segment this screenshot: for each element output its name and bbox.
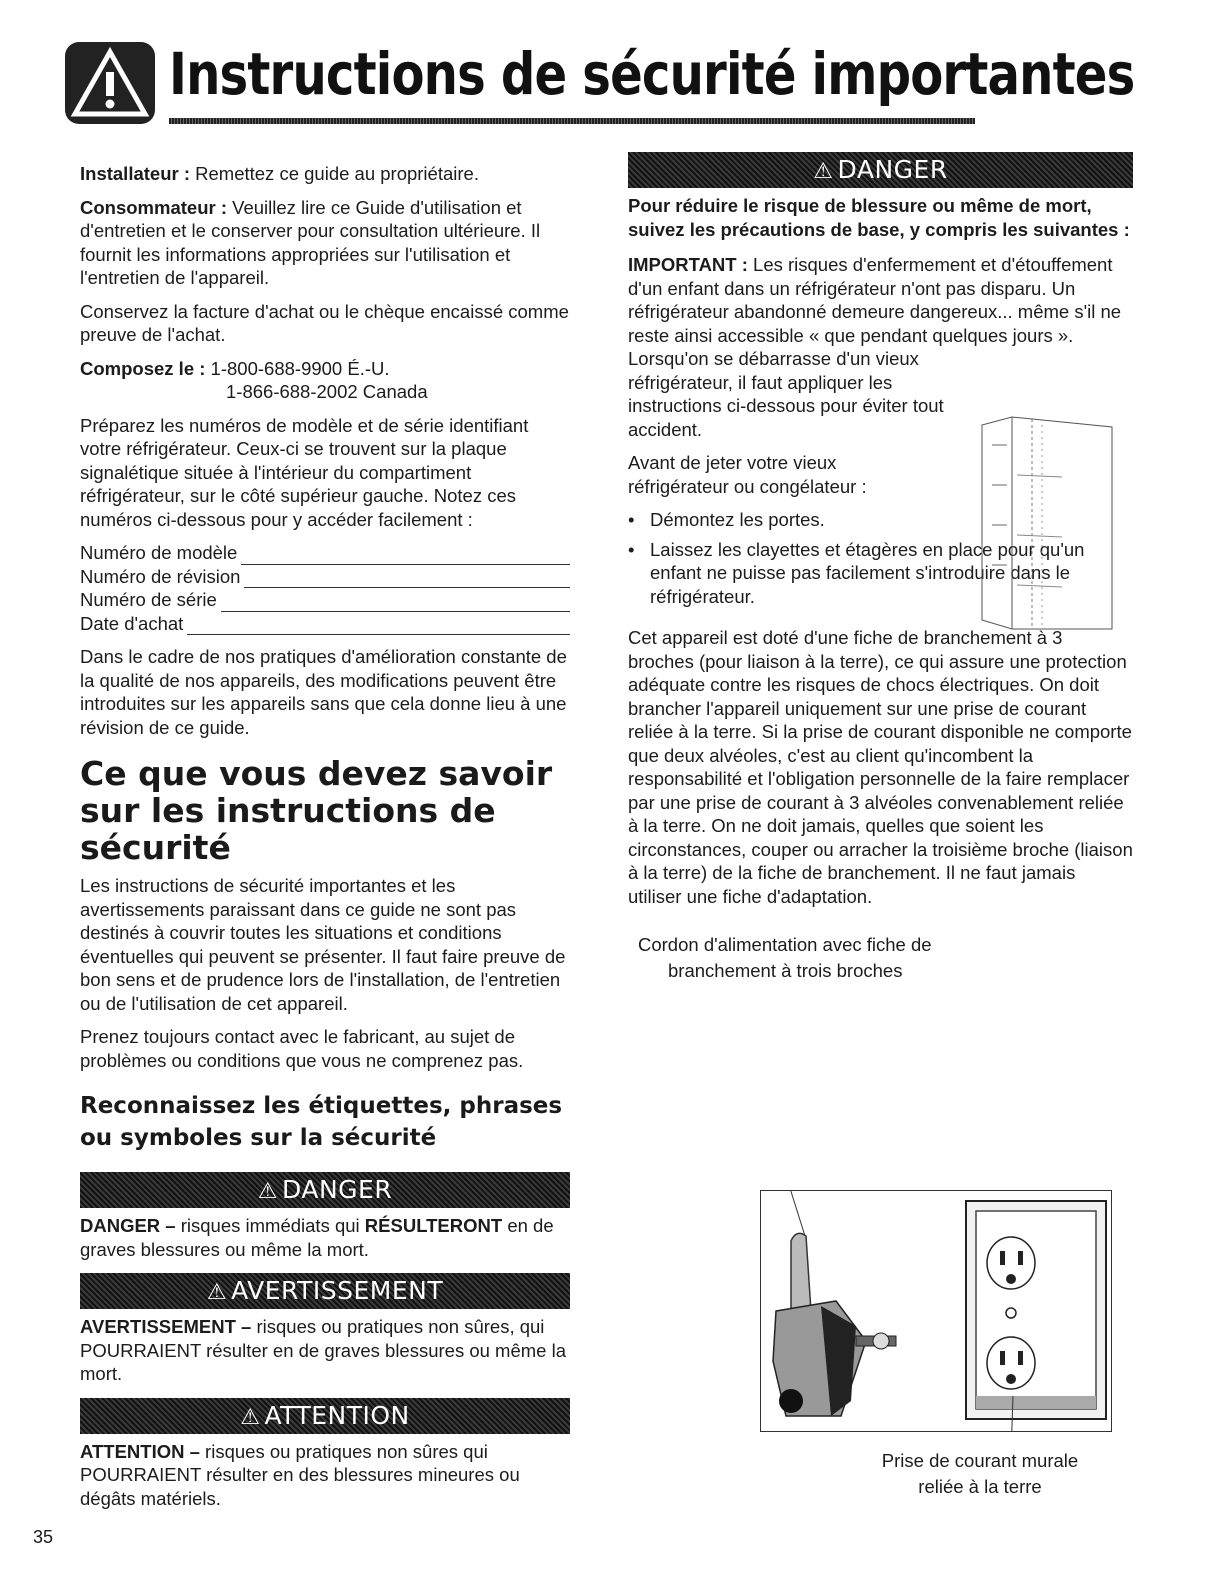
before-paragraph: Avant de jeter votre vieux réfrigérateur ou congélateur : (628, 452, 867, 497)
bullet-text: Laissez les clayettes et étagères en place pour qu'un enfant ne puisse pas facilement s'introduire dans le réfrigérateur. (650, 538, 1085, 607)
bullet-icon: • (628, 538, 635, 560)
bullet-icon: • (628, 509, 635, 530)
danger-strong: RÉSULTERONT (364, 1215, 503, 1236)
dial-canada: 1-866-688-2002 Canada (226, 381, 428, 402)
title-underline (169, 118, 975, 124)
outlet-caption-line1: Prise de courant murale (881, 1450, 1079, 1471)
danger-text: risques immédiats qui (175, 1215, 365, 1236)
danger-banner (80, 1172, 570, 1208)
important-label: IMPORTANT : (628, 254, 748, 275)
danger-label: DANGER – (80, 1215, 176, 1236)
revision-number-field[interactable] (80, 565, 570, 589)
caution-banner (80, 1398, 570, 1434)
warning-triangle-icon: ⚠ (813, 159, 834, 184)
safety-paragraph: Les instructions de sécurité importantes et les avertissements paraissant dans ce guide ne sont pas destinés à couvrir toutes les situations et conditions éventuelles qui peuvent se présenter. Il faut faire preuve de bon sens et de prudence lors de l'installation, de l'entretien ou de l'utilisation de cet appareil. (80, 875, 566, 1014)
danger-text-end: en de graves blessures ou même la mort. (80, 1215, 554, 1260)
warning-hand-icon (65, 42, 155, 124)
caution-label: ATTENTION – (80, 1440, 200, 1462)
important-text: Les risques d'enfermement et d'étouffement d'un enfant dans un réfrigérateur n'ont pas disparu. Un réfrigérateur abandonné demeure dangereux... même s'il ne reste ainsi accessible « que pendant quelques jours ». (628, 254, 1122, 346)
left-column (80, 162, 570, 1510)
consumer-label: Consommateur : (80, 196, 227, 218)
caution-paragraph (80, 1440, 570, 1511)
page-number: 35 (33, 1527, 54, 1547)
plug-paragraph: Cet appareil est doté d'une fiche de branchement à 3 broches (pour liaison à la terre), ce qui assure une protection adéquate contre les risques de chocs électriques. On doit brancher l'appareil uniquement sur une prise de courant reliée à la terre. Si la prise de courant disponible ne comporte que deux alvéoles, c'est au client qu'incombent la responsabilité et l'obligation personnelle de la faire remplacer par une prise de courant à 3 alvéoles convenablement reliée à la terre. On ne doit jamais, quelles que soient les circonstances, couper ou arracher la troisième broche (liaison à la terre) de la fiche de branchement. Il ne faut jamais utiliser une fiche d'adaptation. (628, 627, 1133, 907)
cord-caption (628, 932, 1133, 984)
intro-bold-paragraph: Pour réduire le risque de blessure ou même de mort, suivez les précautions de base, y compris les suivantes : (628, 195, 1130, 240)
consumer-paragraph (80, 196, 570, 290)
field-line (244, 571, 570, 588)
important-paragraph (628, 253, 1133, 347)
field-label: Numéro de série (80, 589, 217, 610)
warning-text: risques ou pratiques non sûres, qui POURRAIENT résulter en de graves blessures ou même la mort. (80, 1316, 566, 1384)
field-line (221, 595, 570, 612)
warning-triangle-icon: ⚠ (240, 1404, 261, 1430)
outlet-caption (860, 1448, 1100, 1500)
field-label: Date d'achat (80, 612, 184, 634)
warning-triangle-icon: ⚠ (257, 1179, 279, 1204)
serial-number-field[interactable] (80, 588, 570, 612)
improvement-paragraph: Dans le cadre de nos pratiques d'amélioration constante de la qualité de nos appareils, des modifications peuvent être introduites sur les appareils sans que cela donne lieu à une révision de ce guide. (80, 646, 567, 738)
bullet-text: Démontez les portes. (650, 509, 825, 530)
warning-banner (80, 1273, 570, 1309)
warning-triangle-icon: ⚠ (206, 1280, 228, 1305)
plug-outlet-figure (760, 1190, 1112, 1432)
danger-banner-label: DANGER (282, 1175, 393, 1204)
model-number-field[interactable] (80, 541, 570, 565)
caution-banner-label: ATTENTION (264, 1400, 410, 1430)
caution-text: risques ou pratiques non sûres qui POURRAIENT résulter en des blessures mineures ou dégâts matériels. (80, 1440, 520, 1509)
page-title: Instructions de sécurité importantes (169, 40, 1135, 108)
dial-label: Composez le : (80, 357, 206, 379)
installer-text: Remettez ce guide au propriétaire. (190, 163, 479, 184)
dial-us: 1-800-688-9900 É.-U. (205, 357, 390, 379)
refrigerator-illustration (972, 415, 1122, 637)
field-line (241, 548, 570, 565)
field-label: Numéro de modèle (80, 542, 238, 563)
outlet-caption-line2: reliée à la terre (918, 1476, 1042, 1497)
contact-paragraph: Prenez toujours contact avec le fabricant, au sujet de problèmes ou conditions que vous ne comprenez pas. (80, 1026, 524, 1071)
installer-label: Installateur : (80, 163, 190, 184)
field-line (187, 618, 570, 635)
cord-caption-line2: branchement à trois broches (668, 960, 903, 981)
consumer-text: Veuillez lire ce Guide d'utilisation et d'entretien et le conserver pour consultation ultérieure. Il fournit les informations appropriées sur l'utilisation et l'entretien de l'appareil. (80, 196, 541, 288)
dial-paragraph (80, 357, 570, 381)
purchase-date-field[interactable] (80, 612, 570, 636)
receipt-paragraph: Conservez la facture d'achat ou le chèque encaissé comme preuve de l'achat. (80, 300, 569, 345)
dispose-paragraph: Lorsqu'on se débarrasse d'un vieux réfrigérateur, il faut appliquer les instructions ci-dessous pour éviter tout accident. (628, 348, 944, 440)
cord-caption-line1: Cordon d'alimentation avec fiche de (638, 934, 932, 955)
danger-paragraph (80, 1214, 570, 1261)
installer-paragraph (80, 162, 570, 186)
page-header (65, 38, 1135, 126)
warning-label: AVERTISSEMENT – (80, 1316, 252, 1337)
warning-paragraph (80, 1315, 570, 1386)
safety-heading: Ce que vous devez savoir sur les instructions de sécurité (80, 754, 553, 867)
danger-banner-right (628, 152, 1133, 188)
field-label: Numéro de révision (80, 565, 241, 587)
danger-banner-label: DANGER (837, 155, 948, 184)
prepare-paragraph: Préparez les numéros de modèle et de série identifiant votre réfrigérateur. Ceux-ci se trouvent sur la plaque signalétique située à l'intérieur du compartiment réfrigérateur, sur le côté supérieur gauche. Notez ces numéros ci-dessous pour y accéder facilement : (80, 414, 529, 530)
warning-banner-label: AVERTISSEMENT (231, 1276, 444, 1305)
labels-heading: Reconnaissez les étiquettes, phrases ou symboles sur la sécurité (80, 1093, 563, 1151)
